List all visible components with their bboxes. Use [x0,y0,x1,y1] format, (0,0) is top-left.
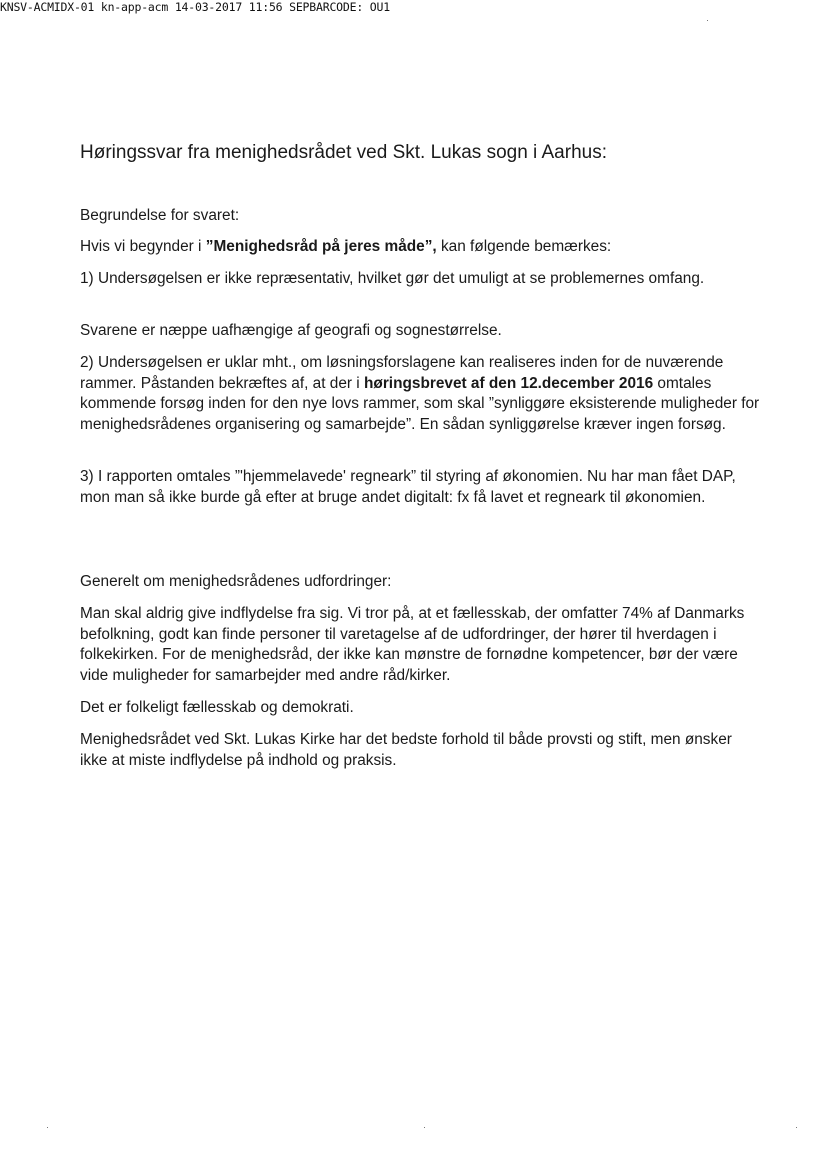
fax-header: KNSV-ACMIDX-01 kn-app-acm 14-03-2017 11:56 SEPBARCODE: OU1 [0,0,390,14]
intro-bold-title: ”Menighedsråd på jeres måde”, [205,238,437,255]
point-2-bold-reference: høringsbrevet af den 12.december 2016 [364,374,654,392]
document-title: Høringssvar fra menighedsrådet ved Skt. Lukas sogn i Aarhus: [80,142,607,163]
point-1-paragraph: 1) Undersøgelsen er ikke repræsentativ, hvilket gør det umuligt at se problemernes omfang. [80,270,705,287]
general-paragraph-2: Det er folkeligt fællesskab og demokrati. [80,699,354,716]
general-paragraph-1: Man skal aldrig give indflydelse fra sig. Vi tror på, at et fællesskab, der omfatter 74% af Danmarks befolkning, godt kan finde personer til varetagelse af de udfordringer, der hører til hverdagen i folkekirken. For de menighedsråd, der ikke kan mønstre de fornødne kompetencer, bør der være vide muligheder for samarbejder med andre råd/kirker. [80,605,745,684]
point-2-paragraph [80,353,760,435]
point-3-paragraph: 3) I rapporten omtales ”'hjemmelavede' regneark” til styring af økonomien. Nu har man fået DAP, mon man så ikke burde gå efter at bruge andet digitalt: fx få lavet et regneark til økonomien. [80,468,736,506]
scan-speck [796,1127,797,1128]
point-2-text: 2) Undersøgelsen er uklar mht., om løsningsforslagene kan realiseres inden for de nuværende rammer. Påstanden bekræftes af, at der i [80,354,724,392]
scan-speck [47,1127,48,1128]
section-heading-generelt: Generelt om menighedsrådenes udfordringer: [80,573,392,590]
scan-speck [707,20,708,21]
intro-text: Hvis vi begynder i [80,238,206,255]
intro-text-end: kan følgende bemærkes: [436,238,612,255]
section-heading-begrundelse: Begrundelse for svaret: [80,207,240,224]
point-2-text-end: omtales kommende forsøg inden for den nye lovs rammer, som skal ”synliggøre eksisterende muligheder for menighedsrådenes organisering og samarbejde”. En sådan synliggørelse kræver ingen forsøg. [80,374,760,433]
scan-speck [424,1127,425,1128]
intro-paragraph [80,237,760,258]
point-1-note: Svarene er næppe uafhængige af geografi og sognestørrelse. [80,322,502,339]
general-paragraph-3: Menighedsrådet ved Skt. Lukas Kirke har det bedste forhold til både provsti og stift, men ønsker ikke at miste indflydelse på indhold og praksis. [80,731,732,769]
